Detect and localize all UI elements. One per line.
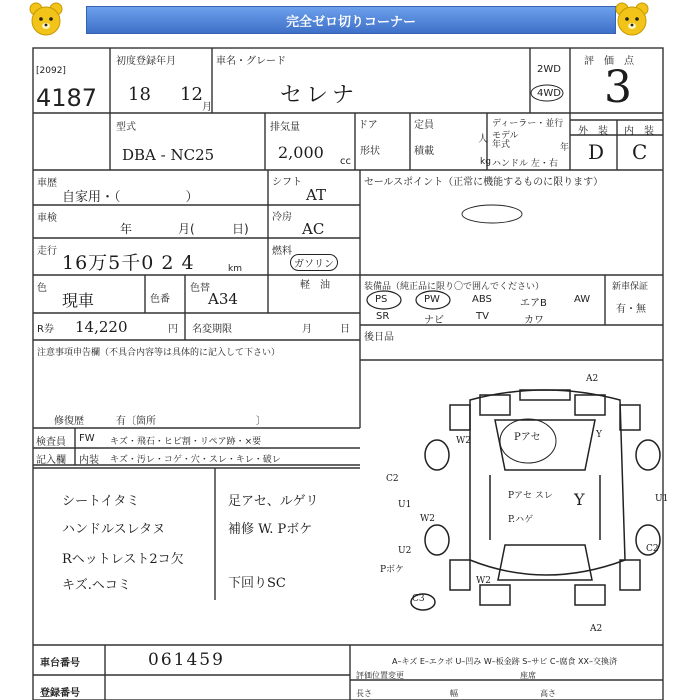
diagram-mark: C3 [412, 594, 425, 604]
equip-ps: PS [375, 294, 388, 305]
kg-unit: kg [480, 157, 491, 167]
interior-label: 内 装 [624, 126, 654, 137]
fw-items: キズ・飛石・ヒビ割・リペア跡・×要 [110, 437, 262, 447]
equip-pw: PW [424, 294, 440, 305]
diagram-mark: Pアセ [514, 432, 541, 443]
reg-month: 12 [180, 84, 203, 105]
interior-check-label: 内装 [79, 455, 99, 466]
shape-label: 形状 [360, 146, 380, 157]
diagram-mark: Pボケ [380, 565, 405, 575]
color-change-label: 色替 [190, 283, 210, 294]
reg-number-label: 登録番号 [40, 688, 80, 699]
mileage-value: 16万5千0 2 4 [62, 252, 195, 274]
interior-check-items: キズ・汚レ・コゲ・穴・スレ・キレ・破レ [110, 455, 281, 465]
person-unit: 人 [478, 134, 488, 145]
history-value: 自家用・（ ） [62, 190, 199, 205]
mileage-unit: km [228, 264, 242, 274]
note-line-2: ハンドルスレタヌ [62, 522, 166, 537]
disp-label: 排気量 [270, 122, 300, 133]
drive-4wd: 4WD [537, 88, 561, 99]
diagram-mark: A2 [586, 374, 599, 384]
new-car-warranty-value: 有・無 [616, 304, 646, 315]
first-reg-label: 初度登録年月 [116, 56, 176, 67]
recycle-label: R券 [37, 324, 54, 335]
inspection-month-unit: 月( [178, 222, 195, 236]
equip-tv: TV [476, 311, 489, 322]
equip-abs: ABS [472, 294, 492, 305]
diagram-mark: P.ハゲ [508, 515, 534, 525]
retrofit-label: 後日品 [364, 332, 394, 343]
disp-value: 2,000 [278, 143, 324, 162]
width-label: 幅 [450, 689, 458, 698]
repair-value: 有〔箇所 〕 [116, 416, 266, 427]
equip-leather: カワ [524, 315, 544, 326]
reg-year: 18 [128, 84, 151, 105]
history-label: 車歴 [37, 178, 57, 189]
equip-navi: ナビ [424, 315, 444, 326]
note-right-1: 足アセ、ルゲリ [228, 494, 319, 509]
lot-number: 4187 [36, 84, 98, 112]
inspection-label: 車検 [37, 213, 57, 224]
note-right-2: 補修 W. Pボケ [228, 522, 313, 537]
equip-aw: AW [574, 294, 591, 305]
diagram-mark: Pアセ スレ [508, 491, 553, 501]
dealer-label: ディーラー・並行 [492, 119, 564, 129]
note-line-4: キズ.ヘコミ [62, 578, 131, 593]
exterior-label: 外 装 [578, 126, 608, 137]
fuel-label: 燃料 [272, 246, 292, 257]
inspection-day-unit: 日) [232, 222, 249, 236]
note-line-3: Rヘットレスト2コ欠 [62, 552, 184, 567]
diagram-mark: W2 [476, 576, 491, 586]
deadline-label: 名変期限 [192, 324, 232, 335]
diagram-mark: C2 [386, 474, 399, 484]
type-label: 型式 [116, 122, 136, 133]
drive-2wd: 2WD [537, 64, 561, 75]
venue-code: [2092] [36, 66, 66, 76]
capacity-label: 定員 [414, 120, 434, 131]
model-year-label: モデル年式 [492, 131, 519, 150]
diagram-mark: W2 [456, 436, 471, 446]
color-value: 現車 [62, 291, 95, 310]
new-car-warranty-label: 新車保証 [612, 282, 649, 292]
door-label: ドア [358, 120, 378, 131]
sales-point-label: セールスポイント（正常に機能するものに限ります） [364, 177, 604, 188]
equipment-label: 装備品（純正品に限り〇で囲んでください） [364, 282, 545, 292]
diagram-mark: A2 [590, 624, 603, 634]
grade-value: 3 [604, 62, 632, 113]
notes-label: 注意事項申告欄（不具合内容等は具体的に記入して下さい） [37, 348, 281, 358]
entry-label: 記入欄 [36, 455, 66, 466]
diagram-mark: Y [574, 490, 585, 509]
repair-label: 修復歴 [54, 416, 84, 427]
chassis-value: 061459 [148, 650, 225, 670]
disp-unit: cc [340, 156, 351, 167]
fw-label: FW [79, 433, 95, 444]
recycle-unit: 円 [168, 324, 178, 335]
color-code-label: 色番 [150, 294, 170, 305]
color-code-value: A34 [208, 290, 238, 308]
seat-label: 座席 [520, 671, 536, 680]
diagram-mark: C2 [646, 544, 659, 554]
inspector-label: 検査員 [36, 437, 66, 448]
ac-value: AC [302, 220, 325, 238]
damage-legend: A–キズ E–エクボ U–凹み W–板金跡 S–サビ C–腐食 XX–交換済 [392, 657, 618, 666]
car-name: セレナ [280, 83, 359, 108]
diagram-mark: U1 [398, 500, 412, 510]
grade-position-label: 評価位置変更 [356, 671, 404, 680]
mileage-label: 走行 [37, 246, 57, 257]
color-label: 色 [37, 283, 47, 294]
fuel-value: ガソリン [290, 254, 338, 271]
inspection-year-unit: 年 [120, 222, 133, 236]
chassis-label: 車台番号 [40, 658, 80, 669]
handle-label: ハンドル 左・右 [492, 159, 558, 169]
diagram-mark: Y [596, 430, 602, 440]
note-line-1: シートイタミ [62, 494, 140, 509]
deadline-day: 日 [340, 324, 350, 335]
corner-banner: 完全ゼロ切りコーナー [86, 6, 616, 34]
diagram-mark: W2 [420, 514, 435, 524]
ac-label: 冷房 [272, 212, 292, 223]
height-label: 高さ [540, 689, 556, 698]
equip-airbag: エアB [520, 298, 547, 309]
grade-label: 評 価 点 [584, 56, 634, 67]
reg-month-unit: 月 [202, 102, 212, 113]
deadline-month: 月 [302, 324, 312, 335]
diagram-mark: U2 [398, 546, 412, 556]
exterior-value: D [588, 140, 605, 164]
shift-value: AT [306, 186, 327, 204]
type-value: DBA - NC25 [122, 146, 215, 164]
load-label: 積載 [414, 146, 434, 157]
length-label: 長さ [356, 689, 372, 698]
interior-value: C [632, 140, 648, 164]
equip-sr: SR [376, 311, 390, 322]
fuel-option: 軽 油 [300, 280, 330, 291]
note-right-3: 下回りSC [228, 576, 286, 591]
recycle-value: 14,220 [75, 318, 128, 336]
name-grade-label: 車名・グレード [216, 56, 286, 67]
diagram-mark: U1 [655, 494, 669, 504]
year-unit: 年 [560, 143, 570, 153]
shift-label: シフト [272, 177, 302, 188]
